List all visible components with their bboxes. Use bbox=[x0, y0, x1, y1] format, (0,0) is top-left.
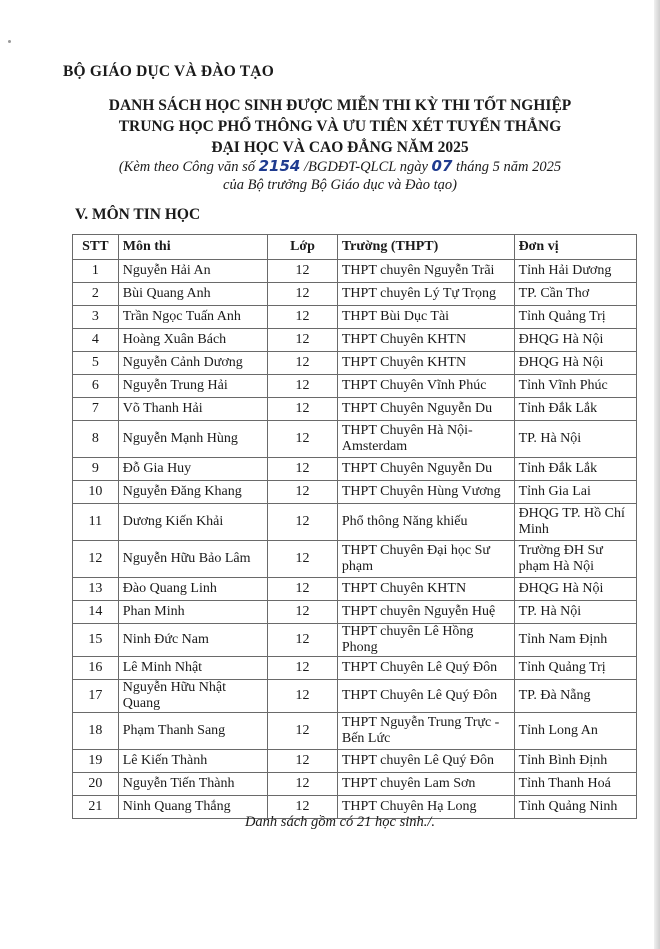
cell-student-name: Đào Quang Linh bbox=[118, 578, 267, 601]
cell-stt: 20 bbox=[73, 773, 119, 796]
cell-grade: 12 bbox=[268, 421, 338, 458]
cell-unit: ĐHQG TP. Hồ Chí Minh bbox=[514, 504, 636, 541]
cell-grade: 12 bbox=[268, 601, 338, 624]
cell-stt: 18 bbox=[73, 713, 119, 750]
cell-grade: 12 bbox=[268, 398, 338, 421]
cell-unit: Trường ĐH Sư phạm Hà Nội bbox=[514, 541, 636, 578]
cell-grade: 12 bbox=[268, 578, 338, 601]
cell-grade: 12 bbox=[268, 481, 338, 504]
cell-student-name: Nguyễn Trung Hải bbox=[118, 375, 267, 398]
cell-school: THPT Chuyên Lê Quý Đôn bbox=[337, 680, 514, 713]
cell-school: THPT Bùi Dục Tài bbox=[337, 306, 514, 329]
table-row bbox=[73, 773, 637, 796]
cell-grade: 12 bbox=[268, 624, 338, 657]
cell-stt: 2 bbox=[73, 283, 119, 306]
cell-school: Phổ thông Năng khiếu bbox=[337, 504, 514, 541]
cell-student-name: Lê Minh Nhật bbox=[118, 657, 267, 680]
cell-school: THPT chuyên Lý Tự Trọng bbox=[337, 283, 514, 306]
cell-unit: Tỉnh Đắk Lắk bbox=[514, 398, 636, 421]
cell-school: THPT Chuyên Nguyễn Du bbox=[337, 398, 514, 421]
cell-student-name: Nguyễn Cảnh Dương bbox=[118, 352, 267, 375]
header-unit: Đơn vị bbox=[514, 235, 636, 260]
cell-school: THPT Chuyên Hùng Vương bbox=[337, 481, 514, 504]
table-row bbox=[73, 421, 637, 458]
table-row bbox=[73, 750, 637, 773]
cell-stt: 5 bbox=[73, 352, 119, 375]
cell-school: THPT Chuyên Hạ Long bbox=[337, 796, 514, 819]
cell-stt: 1 bbox=[73, 260, 119, 283]
cell-grade: 12 bbox=[268, 773, 338, 796]
cell-student-name: Nguyễn Mạnh Hùng bbox=[118, 421, 267, 458]
cell-stt: 11 bbox=[73, 504, 119, 541]
table-row bbox=[73, 657, 637, 680]
cell-grade: 12 bbox=[268, 352, 338, 375]
reference-prefix: (Kèm theo Công văn số bbox=[118, 159, 259, 175]
cell-unit: TP. Cần Thơ bbox=[514, 283, 636, 306]
cell-stt: 3 bbox=[73, 306, 119, 329]
section-title: V. MÔN TIN HỌC bbox=[75, 206, 201, 223]
cell-grade: 12 bbox=[268, 657, 338, 680]
cell-grade: 12 bbox=[268, 375, 338, 398]
cell-unit: Tỉnh Quảng Trị bbox=[514, 306, 636, 329]
handwritten-day: 07 bbox=[431, 157, 453, 175]
reference-line bbox=[60, 157, 620, 177]
issuer-line: của Bộ trưởng Bộ Giáo dục và Đào tạo) bbox=[223, 177, 457, 193]
table-row bbox=[73, 306, 637, 329]
cell-student-name: Nguyễn Hải An bbox=[118, 260, 267, 283]
cell-unit: TP. Đà Nẵng bbox=[514, 680, 636, 713]
cell-grade: 12 bbox=[268, 713, 338, 750]
cell-unit: Tỉnh Gia Lai bbox=[514, 481, 636, 504]
table-row bbox=[73, 481, 637, 504]
cell-student-name: Nguyễn Hữu Bảo Lâm bbox=[118, 541, 267, 578]
cell-unit: Tỉnh Đắk Lắk bbox=[514, 458, 636, 481]
cell-school: THPT Chuyên KHTN bbox=[337, 352, 514, 375]
cell-unit: Tỉnh Long An bbox=[514, 713, 636, 750]
table-row bbox=[73, 713, 637, 750]
table-row bbox=[73, 624, 637, 657]
table-row bbox=[73, 260, 637, 283]
cell-school: THPT chuyên Nguyễn Huệ bbox=[337, 601, 514, 624]
cell-unit: Tỉnh Vĩnh Phúc bbox=[514, 375, 636, 398]
cell-student-name: Võ Thanh Hải bbox=[118, 398, 267, 421]
header-grade: Lớp bbox=[268, 235, 338, 260]
table-row bbox=[73, 329, 637, 352]
cell-stt: 15 bbox=[73, 624, 119, 657]
cell-unit: Tỉnh Quảng Trị bbox=[514, 657, 636, 680]
cell-stt: 17 bbox=[73, 680, 119, 713]
cell-stt: 8 bbox=[73, 421, 119, 458]
cell-unit: ĐHQG Hà Nội bbox=[514, 578, 636, 601]
document-title-line-2: TRUNG HỌC PHỔ THÔNG VÀ ƯU TIÊN XÉT TUYỂN THẲNG bbox=[118, 118, 562, 135]
table-row bbox=[73, 398, 637, 421]
table-row bbox=[73, 375, 637, 398]
table-row bbox=[73, 601, 637, 624]
cell-student-name: Bùi Quang Anh bbox=[118, 283, 267, 306]
cell-grade: 12 bbox=[268, 680, 338, 713]
cell-student-name: Trần Ngọc Tuấn Anh bbox=[118, 306, 267, 329]
reference-suffix: tháng 5 năm 2025 bbox=[452, 159, 562, 175]
table-row bbox=[73, 352, 637, 375]
table-row bbox=[73, 541, 637, 578]
cell-grade: 12 bbox=[268, 541, 338, 578]
cell-student-name: Nguyễn Đăng Khang bbox=[118, 481, 267, 504]
cell-grade: 12 bbox=[268, 283, 338, 306]
cell-student-name: Hoàng Xuân Bách bbox=[118, 329, 267, 352]
table-row bbox=[73, 283, 637, 306]
cell-school: THPT Chuyên KHTN bbox=[337, 329, 514, 352]
cell-grade: 12 bbox=[268, 504, 338, 541]
cell-student-name: Phan Minh bbox=[118, 601, 267, 624]
cell-unit: TP. Hà Nội bbox=[514, 601, 636, 624]
cell-school: THPT chuyên Nguyễn Trãi bbox=[337, 260, 514, 283]
cell-unit: Tỉnh Hải Dương bbox=[514, 260, 636, 283]
cell-student-name: Ninh Quang Thắng bbox=[118, 796, 267, 819]
cell-stt: 19 bbox=[73, 750, 119, 773]
cell-grade: 12 bbox=[268, 329, 338, 352]
header-stt: STT bbox=[73, 235, 119, 260]
cell-stt: 9 bbox=[73, 458, 119, 481]
cell-school: THPT Chuyên KHTN bbox=[337, 578, 514, 601]
cell-student-name: Ninh Đức Nam bbox=[118, 624, 267, 657]
table-row bbox=[73, 578, 637, 601]
table-row bbox=[73, 504, 637, 541]
cell-school: THPT Chuyên Hà Nội-Amsterdam bbox=[337, 421, 514, 458]
cell-student-name: Đỗ Gia Huy bbox=[118, 458, 267, 481]
student-table bbox=[72, 234, 637, 819]
cell-school: THPT chuyên Lê Quý Đôn bbox=[337, 750, 514, 773]
cell-unit: Tỉnh Bình Định bbox=[514, 750, 636, 773]
cell-stt: 10 bbox=[73, 481, 119, 504]
cell-student-name: Dương Kiến Khải bbox=[118, 504, 267, 541]
reference-middle: /BGDĐT-QLCL ngày bbox=[300, 159, 432, 175]
document-title-line-3: ĐẠI HỌC VÀ CAO ĐẲNG NĂM 2025 bbox=[211, 139, 469, 156]
cell-school: THPT chuyên Lam Sơn bbox=[337, 773, 514, 796]
cell-school: THPT Chuyên Vĩnh Phúc bbox=[337, 375, 514, 398]
handwritten-document-number: 2154 bbox=[258, 157, 301, 175]
scan-speck bbox=[8, 40, 11, 43]
ministry-name: BỘ GIÁO DỤC VÀ ĐÀO TẠO bbox=[63, 63, 274, 80]
page-edge-shadow bbox=[654, 0, 660, 949]
cell-stt: 16 bbox=[73, 657, 119, 680]
cell-grade: 12 bbox=[268, 750, 338, 773]
cell-grade: 12 bbox=[268, 796, 338, 819]
header-school: Trường (THPT) bbox=[337, 235, 514, 260]
document-title-line-1: DANH SÁCH HỌC SINH ĐƯỢC MIỄN THI KỲ THI TỐT NGHIỆP bbox=[108, 97, 572, 114]
table-row bbox=[73, 458, 637, 481]
cell-stt: 14 bbox=[73, 601, 119, 624]
cell-stt: 12 bbox=[73, 541, 119, 578]
cell-stt: 13 bbox=[73, 578, 119, 601]
cell-unit: Tỉnh Nam Định bbox=[514, 624, 636, 657]
cell-student-name: Nguyễn Tiến Thành bbox=[118, 773, 267, 796]
cell-grade: 12 bbox=[268, 306, 338, 329]
cell-grade: 12 bbox=[268, 260, 338, 283]
cell-student-name: Lê Kiến Thành bbox=[118, 750, 267, 773]
table-row bbox=[73, 680, 637, 713]
cell-unit: ĐHQG Hà Nội bbox=[514, 352, 636, 375]
cell-unit: ĐHQG Hà Nội bbox=[514, 329, 636, 352]
cell-unit: Tỉnh Thanh Hoá bbox=[514, 773, 636, 796]
cell-unit: TP. Hà Nội bbox=[514, 421, 636, 458]
cell-stt: 6 bbox=[73, 375, 119, 398]
cell-school: THPT Chuyên Lê Quý Đôn bbox=[337, 657, 514, 680]
header-subject: Môn thi bbox=[118, 235, 267, 260]
cell-school: THPT Chuyên Đại học Sư phạm bbox=[337, 541, 514, 578]
cell-school: THPT Chuyên Nguyễn Du bbox=[337, 458, 514, 481]
list-footer: Danh sách gồm có 21 học sinh./. bbox=[244, 814, 436, 830]
cell-stt: 21 bbox=[73, 796, 119, 819]
cell-student-name: Phạm Thanh Sang bbox=[118, 713, 267, 750]
cell-school: THPT Nguyễn Trung Trực - Bến Lức bbox=[337, 713, 514, 750]
cell-stt: 4 bbox=[73, 329, 119, 352]
cell-stt: 7 bbox=[73, 398, 119, 421]
table-header-row bbox=[73, 235, 637, 260]
cell-school: THPT chuyên Lê Hồng Phong bbox=[337, 624, 514, 657]
cell-student-name: Nguyễn Hữu Nhật Quang bbox=[118, 680, 267, 713]
cell-grade: 12 bbox=[268, 458, 338, 481]
cell-unit: Tỉnh Quảng Ninh bbox=[514, 796, 636, 819]
